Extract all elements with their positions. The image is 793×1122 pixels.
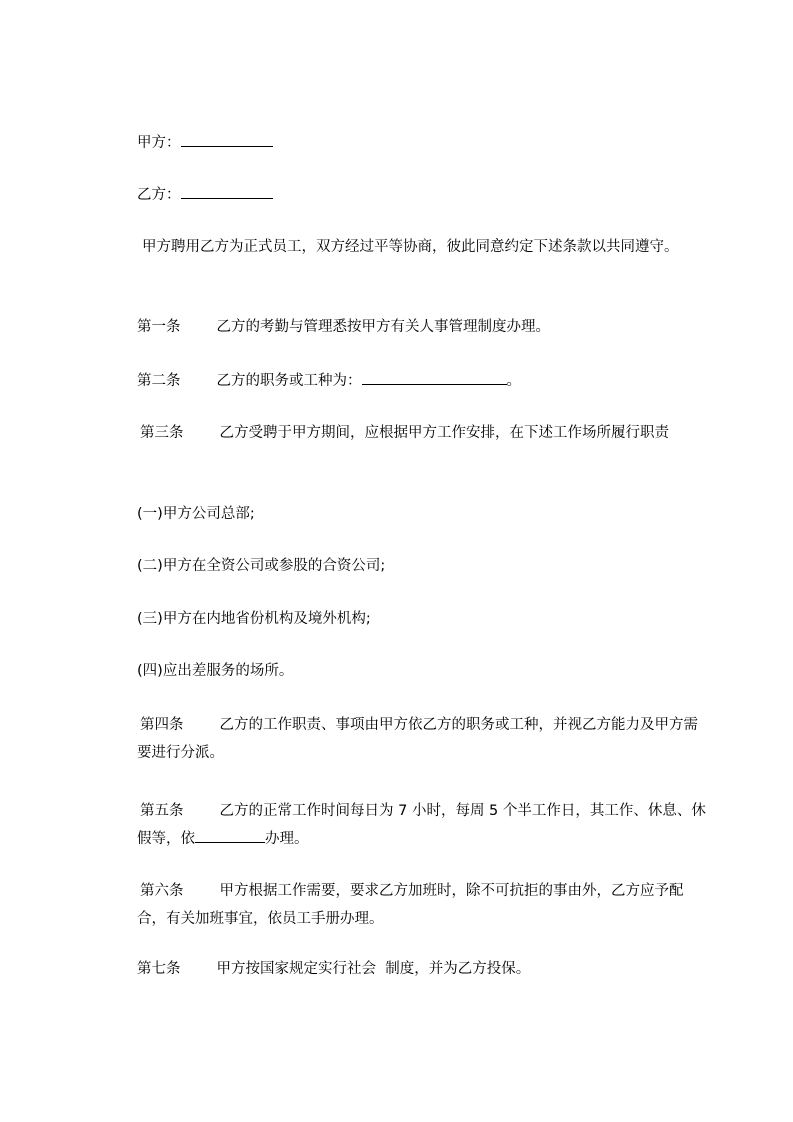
party-b-blank [181,186,273,199]
party-b-line [137,186,707,202]
article-4-num: 第四条 [140,717,184,733]
place-1: (一)甲方公司总部; [137,506,255,522]
place-4: (四)应出差服务的场所。 [137,663,294,679]
article-2-suffix: 。 [506,373,521,389]
article-3 [137,419,707,447]
article-3-num: 第三条 [140,425,184,441]
article-7-text: 甲方按国家规定实行社会 制度，并为乙方投保。 [216,961,531,977]
article-6 [137,877,707,933]
article-5 [137,797,707,853]
article-1-num: 第一条 [137,319,181,335]
party-a-line [137,134,707,150]
article-3-text: 乙方受聘于甲方期间，应根据甲方工作安排，在下述工作场所履行职责 [219,425,669,441]
article-7 [137,962,707,976]
article-6-num: 第六条 [140,883,184,899]
place-2: (二)甲方在全资公司或参股的合资公司; [137,558,386,574]
article-1 [137,320,707,334]
intro-paragraph: 甲方聘用乙方为正式员工，双方经过平等协商，彼此同意约定下述条款以共同遵守。 [142,239,679,255]
article-6-text: 甲方根据工作需要，要求乙方加班时，除不可抗拒的事由外，乙方应予配合，有关加班事宜，依员工手册办理。 [137,883,684,927]
article-4-text: 乙方的工作职责、事项由甲方依乙方的职务或工种，并视乙方能力及甲方需要进行分派。 [137,717,698,761]
article-2-text: 乙方的职务或工种为： [216,373,362,389]
party-b-label: 乙方： [137,187,181,203]
article-2-blank [362,372,507,385]
article-5-text: 乙方的正常工作时间每日为 7 小时，每周 5 个半工作日，其工作、休息、休假等，依 [137,803,706,847]
article-5-blank [195,830,265,843]
party-a-blank [181,134,273,147]
article-5-num: 第五条 [140,803,184,819]
article-5-suffix: 办理。 [265,831,309,847]
article-4 [137,711,707,767]
article-2-num: 第二条 [137,373,181,389]
article-7-num: 第七条 [137,961,181,977]
party-a-label: 甲方： [137,135,181,151]
place-3: (三)甲方在内地省份机构及境外机构; [137,611,371,627]
article-2 [137,372,707,388]
article-1-text: 乙方的考勤与管理悉按甲方有关人事管理制度办理。 [216,319,550,335]
